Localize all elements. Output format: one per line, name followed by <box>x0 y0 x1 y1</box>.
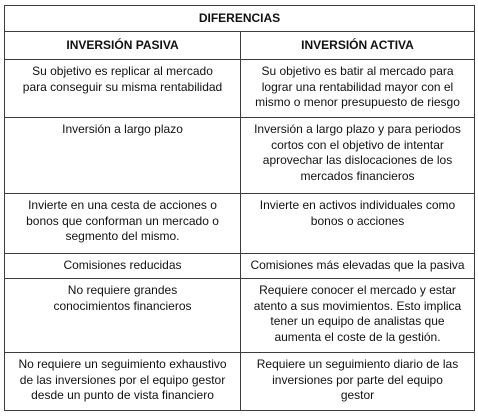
table-title: DIFERENCIAS <box>5 6 475 32</box>
passive-cell-objective: Su objetivo es replicar al mercado para conseguir su misma rentabilidad <box>5 60 241 118</box>
differences-table <box>4 5 475 411</box>
passive-cell-fees: Comisiones reducidas <box>5 254 241 279</box>
active-cell-horizon: Inversión a largo plazo y para periodos cortos con el objetivo de intentar aprovechar las dislocaciones de los mercados financieros <box>241 118 475 194</box>
active-cell-monitoring: Requiere un seguimiento diario de las inversiones por parte del equipo gestor <box>241 353 475 411</box>
table-header-row <box>5 32 475 60</box>
active-cell-knowledge: Requiere conocer el mercado y estar atento a sus movimientos. Esto implica tener un equipo de analistas que aumenta el coste de la gestión. <box>241 279 475 353</box>
table-row <box>5 194 475 254</box>
passive-cell-assets: Invierte en una cesta de acciones o bonos que conforman un mercado o segmento del mismo. <box>5 194 241 254</box>
table-row <box>5 60 475 118</box>
header-active-investment: INVERSIÓN ACTIVA <box>241 32 475 60</box>
header-passive-investment: INVERSIÓN PASIVA <box>5 32 241 60</box>
active-cell-fees: Comisiones más elevadas que la pasiva <box>241 254 475 279</box>
differences-table-container <box>4 5 474 411</box>
active-cell-objective: Su objetivo es batir al mercado para lograr una rentabilidad mayor con el mismo o menor presupuesto de riesgo <box>241 60 475 118</box>
table-row <box>5 279 475 353</box>
table-row <box>5 118 475 194</box>
passive-cell-knowledge: No requiere grandes conocimientos financieros <box>5 279 241 353</box>
table-row <box>5 353 475 411</box>
passive-cell-monitoring: No requiere un seguimiento exhaustivo de las inversiones por el equipo gestor desde un punto de vista financiero <box>5 353 241 411</box>
table-title-row <box>5 6 475 32</box>
table-row <box>5 254 475 279</box>
passive-cell-horizon: Inversión a largo plazo <box>5 118 241 194</box>
active-cell-assets: Invierte en activos individuales como bonos o acciones <box>241 194 475 254</box>
